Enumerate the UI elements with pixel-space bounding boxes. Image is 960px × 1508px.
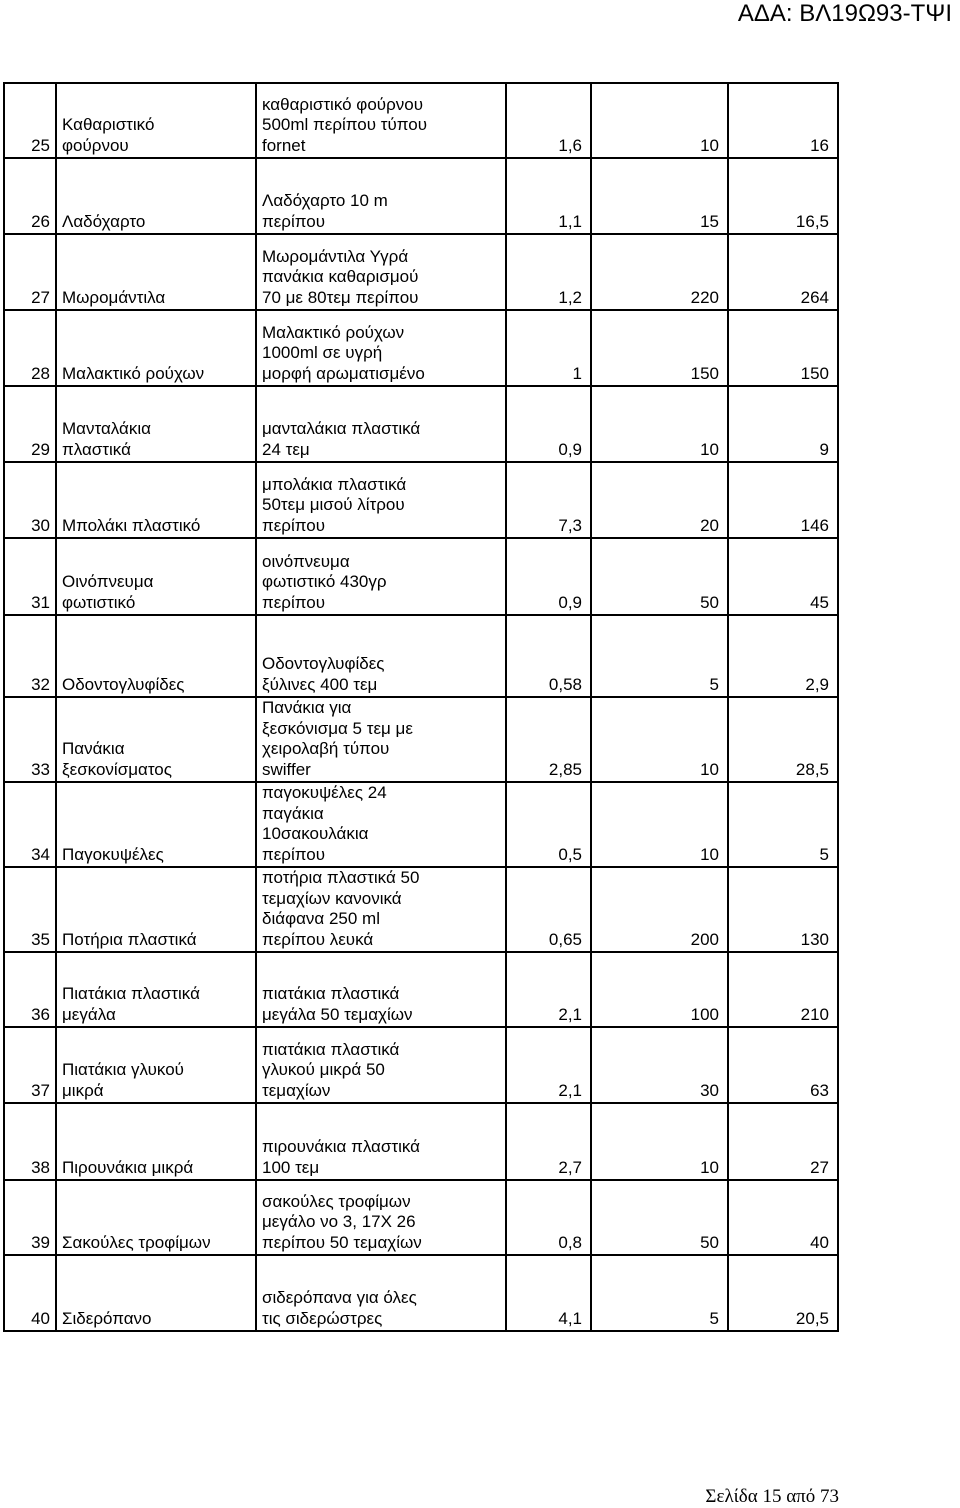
table-row: [4, 697, 838, 782]
item-description: σακούλες τροφίμων μεγάλο νο 3, 17Χ 26 περίπου 50 τεμαχίων: [256, 1180, 506, 1255]
item-description: Οδοντογλυφίδες ξύλινες 400 τεμ: [256, 615, 506, 697]
item-unit-price: 0,9: [506, 386, 591, 462]
item-unit-price: 1,1: [506, 158, 591, 234]
item-description: ποτήρια πλαστικά 50 τεμαχίων κανονικά διάφανα 250 ml περίπου λευκά: [256, 867, 506, 952]
item-description: σιδερόπανα για όλες τις σιδερώστρες: [256, 1255, 506, 1331]
item-name: Παγοκυψέλες: [56, 782, 256, 867]
item-name: Οινόπνευμα φωτιστικό: [56, 538, 256, 615]
item-total: 150: [728, 310, 838, 386]
item-name: Μωρομάντιλα: [56, 234, 256, 310]
item-quantity: 10: [591, 697, 728, 782]
item-description: πιρουνάκια πλαστικά 100 τεμ: [256, 1103, 506, 1180]
item-total: 130: [728, 867, 838, 952]
item-number: 28: [4, 310, 56, 386]
table-row: [4, 386, 838, 462]
item-name: Πανάκια ξεσκονίσματος: [56, 697, 256, 782]
item-unit-price: 0,9: [506, 538, 591, 615]
item-number: 32: [4, 615, 56, 697]
table-row: [4, 952, 838, 1027]
item-quantity: 5: [591, 1255, 728, 1331]
item-unit-price: 1,2: [506, 234, 591, 310]
item-number: 40: [4, 1255, 56, 1331]
item-total: 16: [728, 83, 838, 158]
item-number: 38: [4, 1103, 56, 1180]
item-total: 264: [728, 234, 838, 310]
item-number: 31: [4, 538, 56, 615]
item-name: Πιρουνάκια μικρά: [56, 1103, 256, 1180]
item-unit-price: 0,58: [506, 615, 591, 697]
item-quantity: 50: [591, 538, 728, 615]
item-unit-price: 2,7: [506, 1103, 591, 1180]
item-total: 45: [728, 538, 838, 615]
table-row: [4, 782, 838, 867]
item-total: 40: [728, 1180, 838, 1255]
item-quantity: 100: [591, 952, 728, 1027]
item-number: 30: [4, 462, 56, 538]
item-unit-price: 0,5: [506, 782, 591, 867]
item-quantity: 5: [591, 615, 728, 697]
table-row: [4, 83, 838, 158]
item-unit-price: 2,85: [506, 697, 591, 782]
item-number: 26: [4, 158, 56, 234]
item-name: Ποτήρια πλαστικά: [56, 867, 256, 952]
item-total: 63: [728, 1027, 838, 1103]
ada-code: ΑΔΑ: ΒΛ19Ω93-ΤΨΙ: [737, 0, 952, 27]
table-row: [4, 234, 838, 310]
item-description: Μωρομάντιλα Υγρά πανάκια καθαρισμού 70 με 80τεμ περίπου: [256, 234, 506, 310]
item-description: καθαριστικό φούρνου 500ml περίπου τύπου fornet: [256, 83, 506, 158]
page-number: Σελίδα 15 από 73: [705, 1486, 839, 1507]
items-table: [3, 82, 839, 1332]
item-description: πιατάκια πλαστικά γλυκού μικρά 50 τεμαχίων: [256, 1027, 506, 1103]
item-number: 27: [4, 234, 56, 310]
item-unit-price: 1,6: [506, 83, 591, 158]
item-total: 2,9: [728, 615, 838, 697]
table-row: [4, 1103, 838, 1180]
item-unit-price: 2,1: [506, 952, 591, 1027]
item-description: παγοκυψέλες 24 παγάκια 10σακουλάκια περίπου: [256, 782, 506, 867]
table-row: [4, 462, 838, 538]
item-number: 25: [4, 83, 56, 158]
table-row: [4, 1255, 838, 1331]
item-quantity: 10: [591, 83, 728, 158]
item-description: μπολάκια πλαστικά 50τεμ μισού λίτρου περίπου: [256, 462, 506, 538]
item-name: Μπολάκι πλαστικό: [56, 462, 256, 538]
item-name: Πιατάκια πλαστικά μεγάλα: [56, 952, 256, 1027]
table-row: [4, 310, 838, 386]
item-name: Μανταλάκια πλαστικά: [56, 386, 256, 462]
item-total: 20,5: [728, 1255, 838, 1331]
item-description: πιατάκια πλαστικά μεγάλα 50 τεμαχίων: [256, 952, 506, 1027]
item-total: 9: [728, 386, 838, 462]
table-row: [4, 158, 838, 234]
item-description: Πανάκια για ξεσκόνισμα 5 τεμ με χειρολαβή τύπου swiffer: [256, 697, 506, 782]
table-row: [4, 1180, 838, 1255]
table-row: [4, 615, 838, 697]
item-quantity: 30: [591, 1027, 728, 1103]
item-description: οινόπνευμα φωτιστικό 430γρ περίπου: [256, 538, 506, 615]
table-row: [4, 1027, 838, 1103]
item-name: Σιδερόπανο: [56, 1255, 256, 1331]
item-description: Λαδόχαρτο 10 m περίπου: [256, 158, 506, 234]
item-name: Οδοντογλυφίδες: [56, 615, 256, 697]
item-name: Καθαριστικό φούρνου: [56, 83, 256, 158]
item-name: Μαλακτικό ρούχων: [56, 310, 256, 386]
item-unit-price: 2,1: [506, 1027, 591, 1103]
item-quantity: 50: [591, 1180, 728, 1255]
item-number: 29: [4, 386, 56, 462]
item-description: Μαλακτικό ρούχων 1000ml σε υγρή μορφή αρωματισμένο: [256, 310, 506, 386]
item-quantity: 20: [591, 462, 728, 538]
table-row: [4, 867, 838, 952]
item-number: 36: [4, 952, 56, 1027]
item-quantity: 10: [591, 386, 728, 462]
item-total: 210: [728, 952, 838, 1027]
item-number: 33: [4, 697, 56, 782]
item-quantity: 220: [591, 234, 728, 310]
item-description: μανταλάκια πλαστικά 24 τεμ: [256, 386, 506, 462]
item-unit-price: 0,65: [506, 867, 591, 952]
item-number: 37: [4, 1027, 56, 1103]
item-unit-price: 4,1: [506, 1255, 591, 1331]
item-total: 16,5: [728, 158, 838, 234]
item-number: 34: [4, 782, 56, 867]
item-quantity: 10: [591, 782, 728, 867]
item-total: 28,5: [728, 697, 838, 782]
item-number: 35: [4, 867, 56, 952]
table-row: [4, 538, 838, 615]
item-quantity: 200: [591, 867, 728, 952]
item-name: Πιατάκια γλυκού μικρά: [56, 1027, 256, 1103]
item-total: 5: [728, 782, 838, 867]
item-quantity: 15: [591, 158, 728, 234]
item-unit-price: 1: [506, 310, 591, 386]
item-name: Σακούλες τροφίμων: [56, 1180, 256, 1255]
item-total: 27: [728, 1103, 838, 1180]
item-unit-price: 0,8: [506, 1180, 591, 1255]
item-quantity: 150: [591, 310, 728, 386]
item-quantity: 10: [591, 1103, 728, 1180]
item-total: 146: [728, 462, 838, 538]
item-name: Λαδόχαρτο: [56, 158, 256, 234]
item-unit-price: 7,3: [506, 462, 591, 538]
item-number: 39: [4, 1180, 56, 1255]
